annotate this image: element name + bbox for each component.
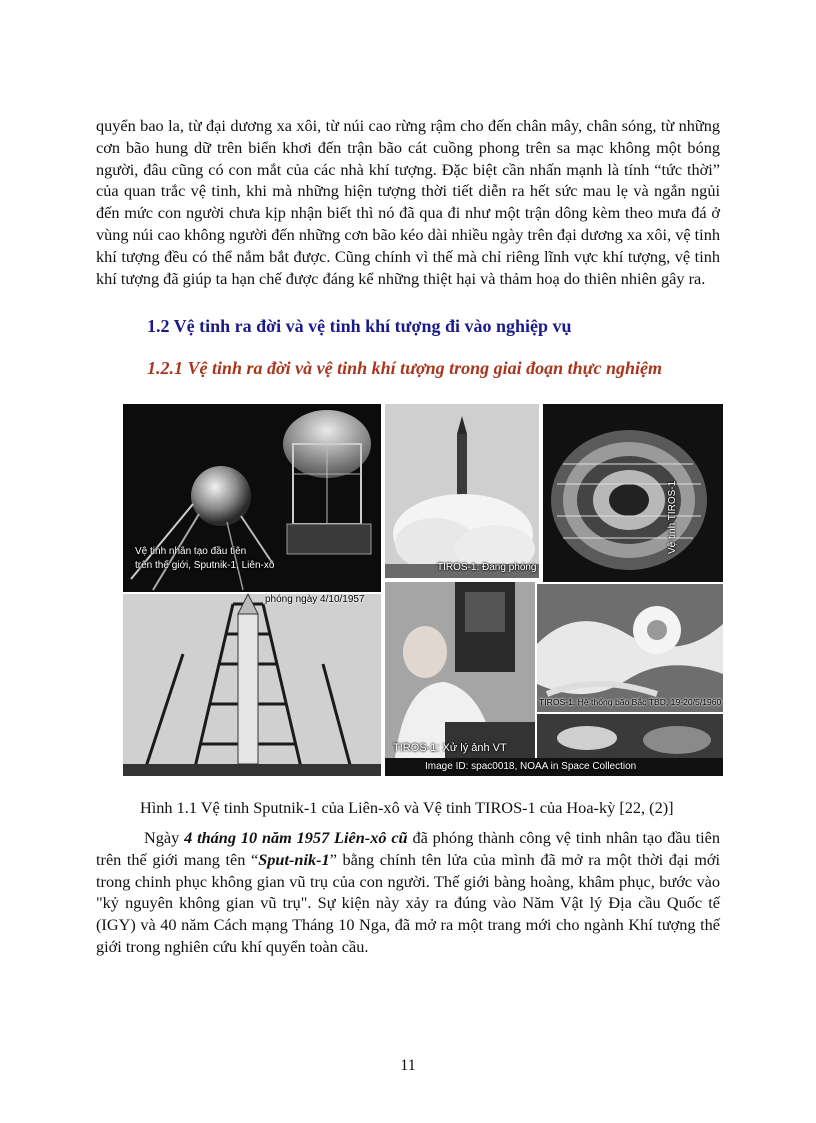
storm-label: TIROS-1: Hệ thống bão Bắc TBD, 19-20/5/1960 <box>539 697 722 707</box>
tiros-launch-photo <box>385 404 539 578</box>
intro-paragraph: quyển bao la, từ đại dương xa xôi, từ núi cao rừng rậm cho đến chân mây, chân sóng, từ những cơn bão hung dữ trên biển khơi đến trận bão cát cuồng phong trên sa mạc không một bóng người, đâu cũng có con mắt của các nhà khí tượng. Đặc biệt cần nhấn mạnh là tính “tức thời” của quan trắc vệ tinh, khi mà những hiện tượng thời tiết diễn ra hết sức mau lẹ và ngắn ngủi đến mức con người chưa kịp nhận biết thì nó đã qua đi như một trận dông kèm theo mưa đá ở vùng núi cao không người đến những cơn bão kéo dài nhiều ngày trên đại dương xa xôi, vệ tinh khí tượng đều có thể nắm bắt được. Cũng chính vì thế mà chỉ riêng lĩnh vực khí tượng, vệ tinh khí tượng đã giúp ta hạn chế được đáng kể những thiệt hại và thảm hoạ do thiên nhiên gây ra. <box>96 116 720 288</box>
launch-date-label: phóng ngày 4/10/1957 <box>265 594 365 605</box>
p2-bold-name: Sput-nik-1 <box>258 849 330 869</box>
tiros-launch-label: TIROS-1: Đang phóng <box>437 562 537 573</box>
page-number: 11 <box>400 1057 416 1074</box>
body-paragraph <box>96 827 720 958</box>
sputnik-label-2: trên thế giới, Sputnik-1, Liên-xô <box>135 560 275 571</box>
image-credit: Image ID: spac0018, NOAA in Space Collection <box>425 761 637 772</box>
p2-bold-date: 4 tháng 10 năm 1957 Liên-xô cũ <box>184 828 408 847</box>
p2-start: Ngày <box>144 828 185 847</box>
tiros-satellite-label: Vệ tinh TIROS-1 <box>667 480 678 554</box>
ground-station-photo <box>537 714 723 760</box>
tiros-satellite-photo <box>543 404 723 582</box>
figure-caption: Hình 1.1 Vệ tinh Sputnik-1 của Liên-xô và Vệ tinh TIROS-1 của Hoa-kỳ [22, (2)] <box>140 798 674 817</box>
storm-satellite-photo <box>537 584 723 712</box>
subsection-heading: 1.2.1 Vệ tinh ra đời và vệ tinh khí tượng trong giai đoạn thực nghiệm <box>147 358 662 378</box>
figure-photo-collage <box>123 404 723 776</box>
p2-end: ” bằng chính tên lửa của mình đã mở ra một thời đại mới trong chinh phục không gian vũ trụ của con người. Thế giới bàng hoàng, khâm phục, bước vào "kỷ nguyên không gian vũ trụ". Sự kiện này xảy ra đúng vào Năm Vật lý Địa cầu Quốc tế (IGY) và 40 năm Cách mạng Tháng 10 Nga, đã mở ra một trang mới cho ngành Khí tượng thế giới trong nghiên cứu khí quyển toàn cầu. <box>96 849 720 956</box>
sputnik-photo <box>123 404 381 592</box>
sputnik-label: Vệ tinh nhân tạo đầu tiên <box>135 546 247 557</box>
section-heading: 1.2 Vệ tinh ra đời và vệ tinh khí tượng đi vào nghiệp vụ <box>147 316 572 336</box>
sputnik-rocket-photo <box>123 594 381 776</box>
p2-mid: đã phóng thành công vệ tinh nhân tạo đầu tiên trên thế giới mang tên “ <box>96 828 720 869</box>
processing-label: TIROS-1: Xử lý ảnh VT <box>393 742 507 754</box>
image-processing-photo <box>385 582 535 758</box>
credit-bar <box>385 758 723 776</box>
